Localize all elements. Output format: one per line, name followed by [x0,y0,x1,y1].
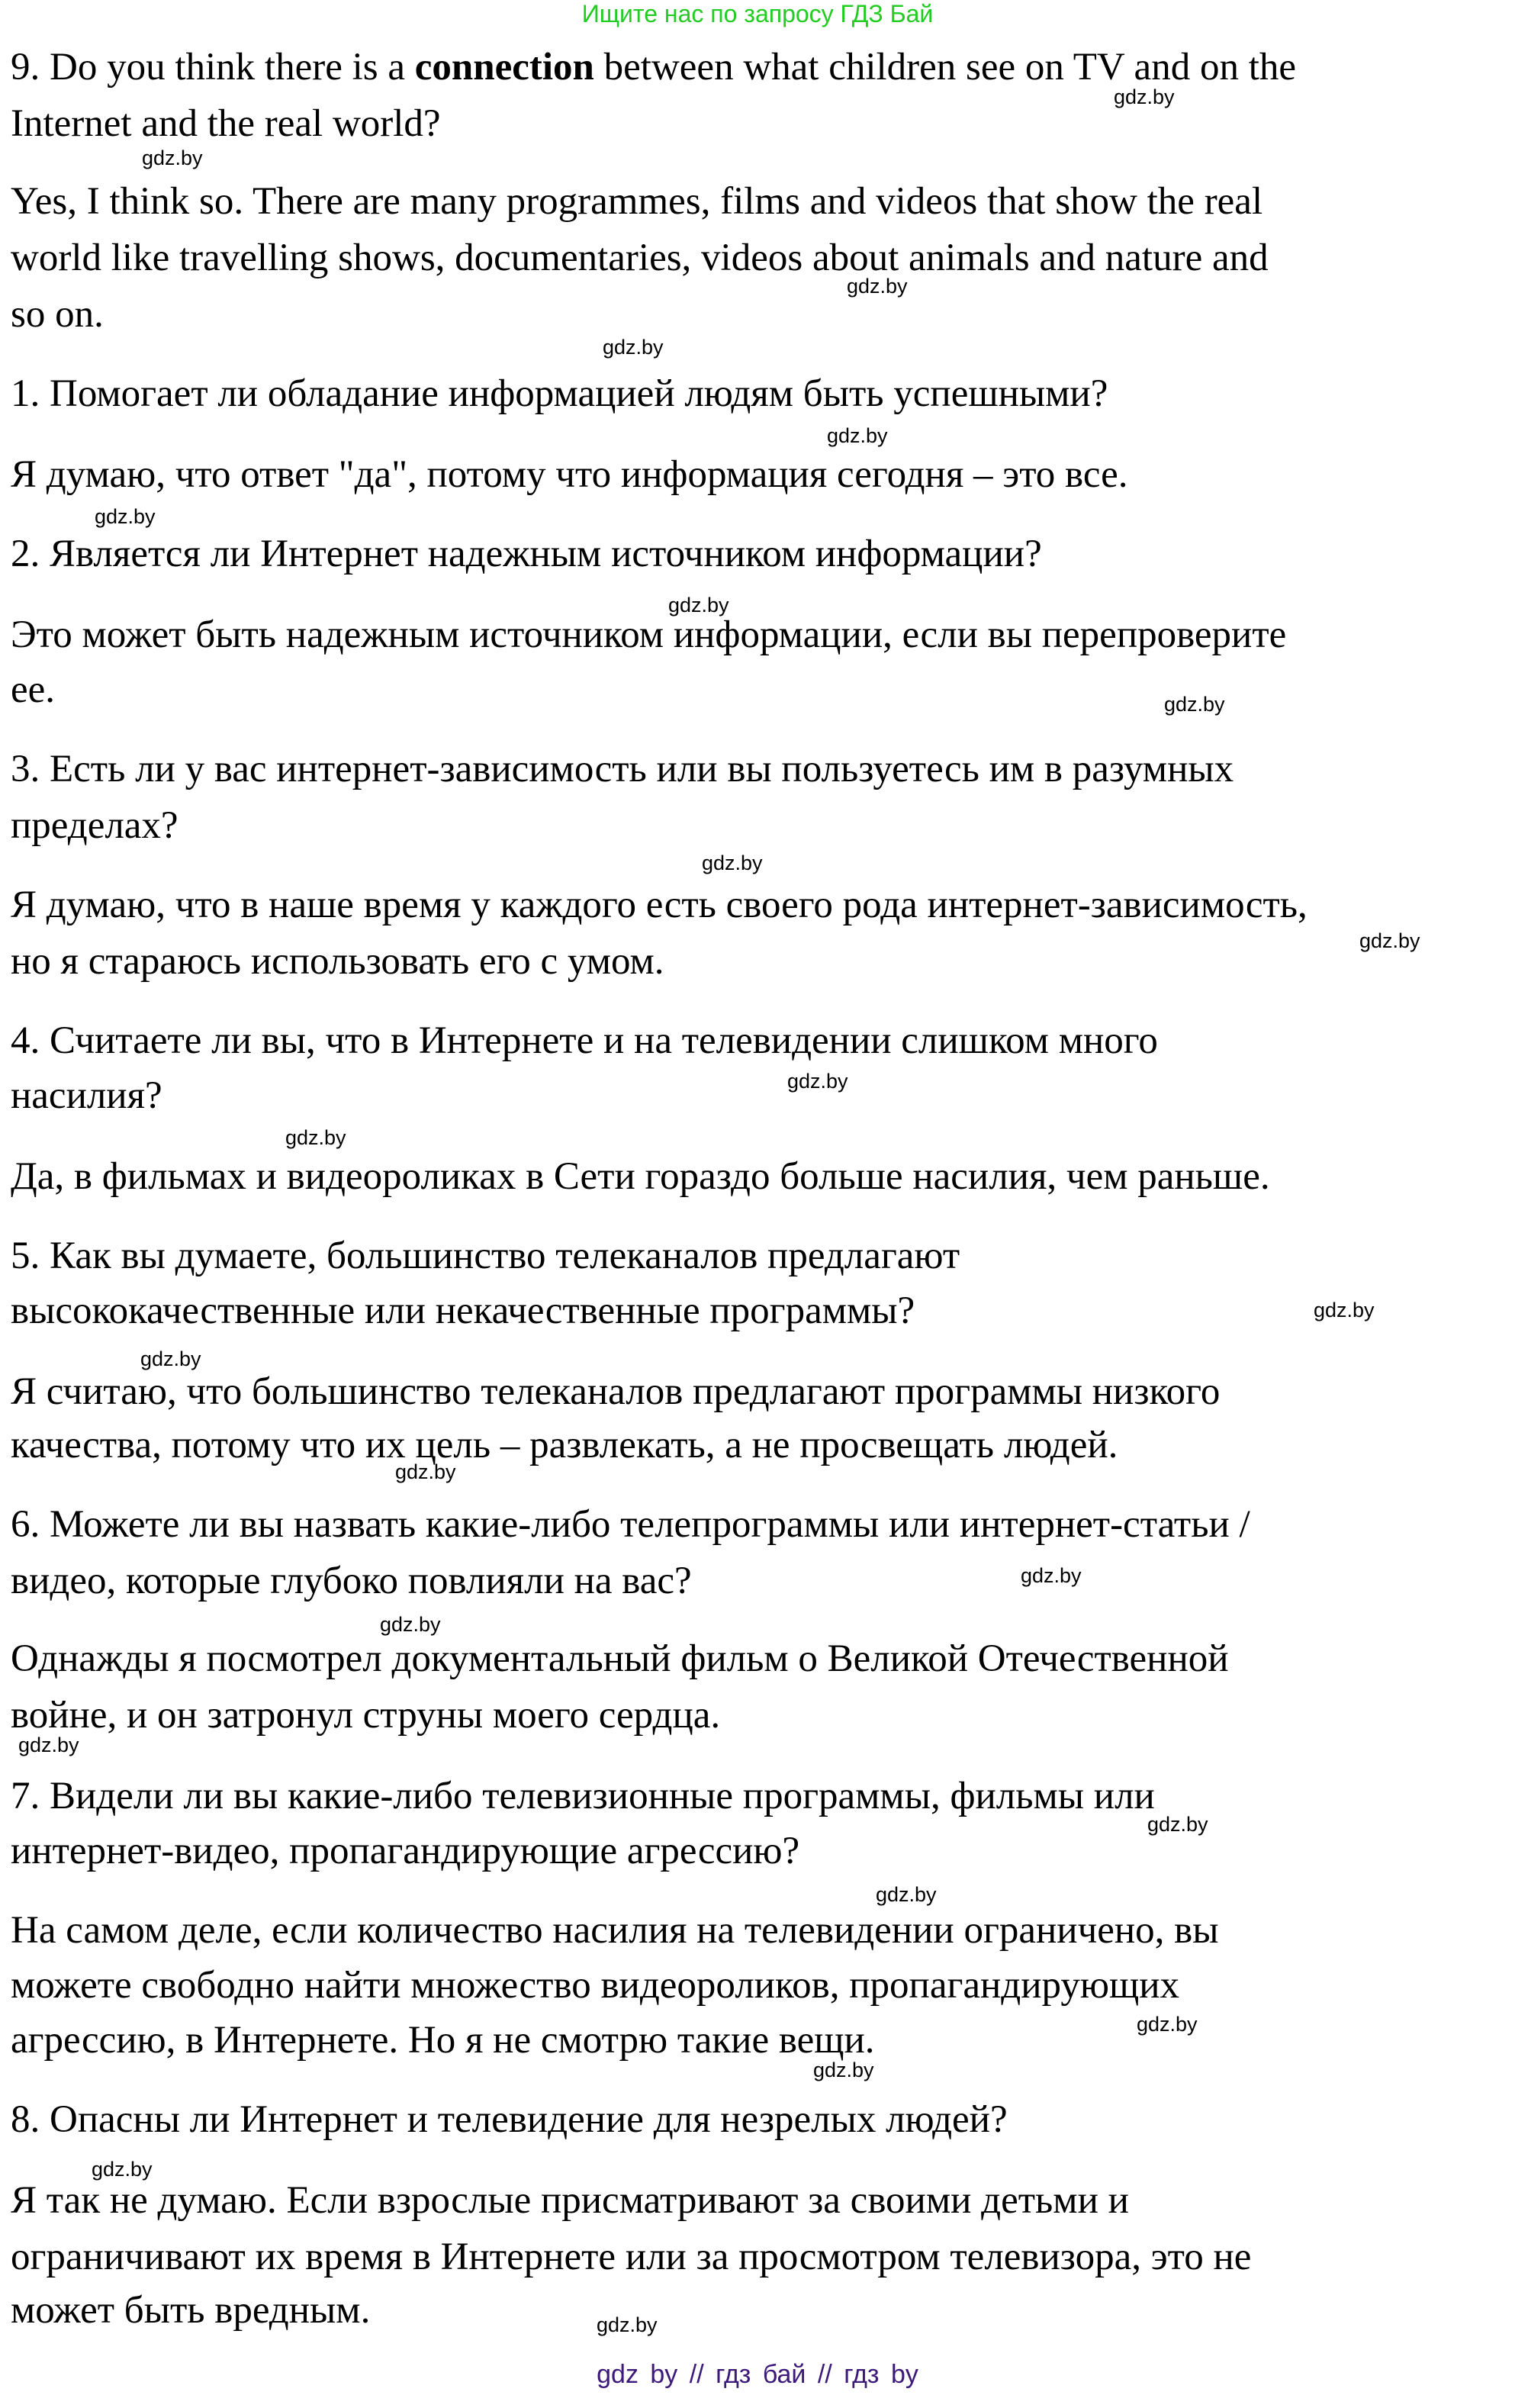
answer-8-line-1: Я так не думаю. Если взрослые присматривают за своими детьми и [11,2179,1129,2222]
watermark: gdz.by [395,1460,456,1483]
question-text: 9. Do you think there is a [11,46,415,89]
watermark: gdz.by [813,2059,874,2081]
question-9-line-1 [11,44,1296,90]
watermark: gdz.by [18,1734,79,1756]
question-6-line-2: видео, которые глубоко повлияли на вас? [11,1560,692,1602]
watermark: gdz.by [1314,1299,1375,1322]
answer-6-line-1: Однажды я посмотрел документальный фильм о Великой Отечественной [11,1637,1229,1680]
watermark: gdz.by [92,2158,153,2181]
watermark: gdz.by [1114,85,1175,108]
question-9-line-2: Internet and the real world? [11,102,441,145]
watermark: gdz.by [668,594,729,616]
watermark: gdz.by [140,1347,201,1370]
site-footer-links: gdz by // гдз бай // гдз by [597,2360,918,2389]
answer-9-line-3: so on. [11,293,104,336]
answer-7-line-2: можете свободно найти множество видеороликов, пропагандирующих [11,1964,1180,2007]
watermark: gdz.by [597,2313,658,2336]
answer-1: Я думаю, что ответ "да", потому что информация сегодня – это все. [11,453,1128,496]
question-3-line-2: пределах? [11,804,179,847]
watermark: gdz.by [1021,1564,1082,1587]
question-4-line-1: 4. Считаете ли вы, что в Интернете и на телевидении слишком много [11,1019,1158,1062]
question-4-line-2: насилия? [11,1074,162,1117]
answer-2-line-2: ее. [11,668,56,711]
answer-9-line-1: Yes, I think so. There are many programmes, films and videos that show the real [11,180,1263,223]
watermark: gdz.by [285,1126,346,1149]
question-7-line-1: 7. Видели ли вы какие-либо телевизионные программы, фильмы или [11,1775,1155,1817]
watermark: gdz.by [95,505,156,528]
answer-5-line-2: качества, потому что их цель – развлекать, а не просвещать людей. [11,1424,1118,1466]
question-2: 2. Является ли Интернет надежным источником информации? [11,533,1042,575]
watermark: gdz.by [603,336,664,359]
watermark: gdz.by [380,1613,441,1636]
question-8: 8. Опасны ли Интернет и телевидение для незрелых людей? [11,2098,1008,2141]
answer-7-line-3: агрессию, в Интернете. Но я не смотрю такие вещи. [11,2019,875,2062]
question-1: 1. Помогает ли обладание информацией людям быть успешными? [11,372,1108,415]
watermark: gdz.by [142,146,203,169]
answer-9-line-2: world like travelling shows, documentaries, videos about animals and nature and [11,237,1269,279]
watermark: gdz.by [827,424,888,447]
bold-term: connection [414,46,594,89]
answer-4: Да, в фильмах и видеороликах в Сети гораздо больше насилия, чем раньше. [11,1155,1270,1198]
answer-3-line-2: но я стараюсь использовать его с умом. [11,940,664,983]
question-text: between what children see on TV and on the [593,46,1296,89]
question-5-line-2: высококачественные или некачественные программы? [11,1289,915,1332]
watermark: gdz.by [702,851,763,874]
watermark: gdz.by [1164,693,1225,716]
watermark: gdz.by [1147,1813,1208,1836]
watermark: gdz.by [847,275,908,298]
answer-7-line-1: На самом деле, если количество насилия на телевидении ограничено, вы [11,1909,1219,1952]
answer-8-line-2: ограничивают их время в Интернете или за просмотром телевизора, это не [11,2236,1252,2278]
answer-6-line-2: войне, и он затронул струны моего сердца. [11,1694,721,1737]
question-5-line-1: 5. Как вы думаете, большинство телеканалов предлагают [11,1235,960,1277]
question-3-line-1: 3. Есть ли у вас интернет-зависимость или вы пользуетесь им в разумных [11,748,1234,790]
answer-2-line-1: Это может быть надежным источником информации, если вы перепроверите [11,613,1287,656]
watermark: gdz.by [876,1883,937,1906]
answer-3-line-1: Я думаю, что в наше время у каждого есть своего рода интернет-зависимость, [11,884,1308,926]
question-7-line-2: интернет-видео, пропагандирующие агрессию? [11,1830,800,1872]
answer-5-line-1: Я считаю, что большинство телеканалов предлагают программы низкого [11,1370,1221,1413]
watermark: gdz.by [787,1070,848,1093]
watermark: gdz.by [1359,929,1420,952]
question-6-line-1: 6. Можете ли вы назвать какие-либо телепрограммы или интернет-статьи / [11,1503,1250,1546]
answer-8-line-3: может быть вредным. [11,2289,371,2332]
watermark: gdz.by [1137,2013,1198,2036]
promo-header: Ищите нас по запросу ГДЗ Бай [581,0,934,27]
